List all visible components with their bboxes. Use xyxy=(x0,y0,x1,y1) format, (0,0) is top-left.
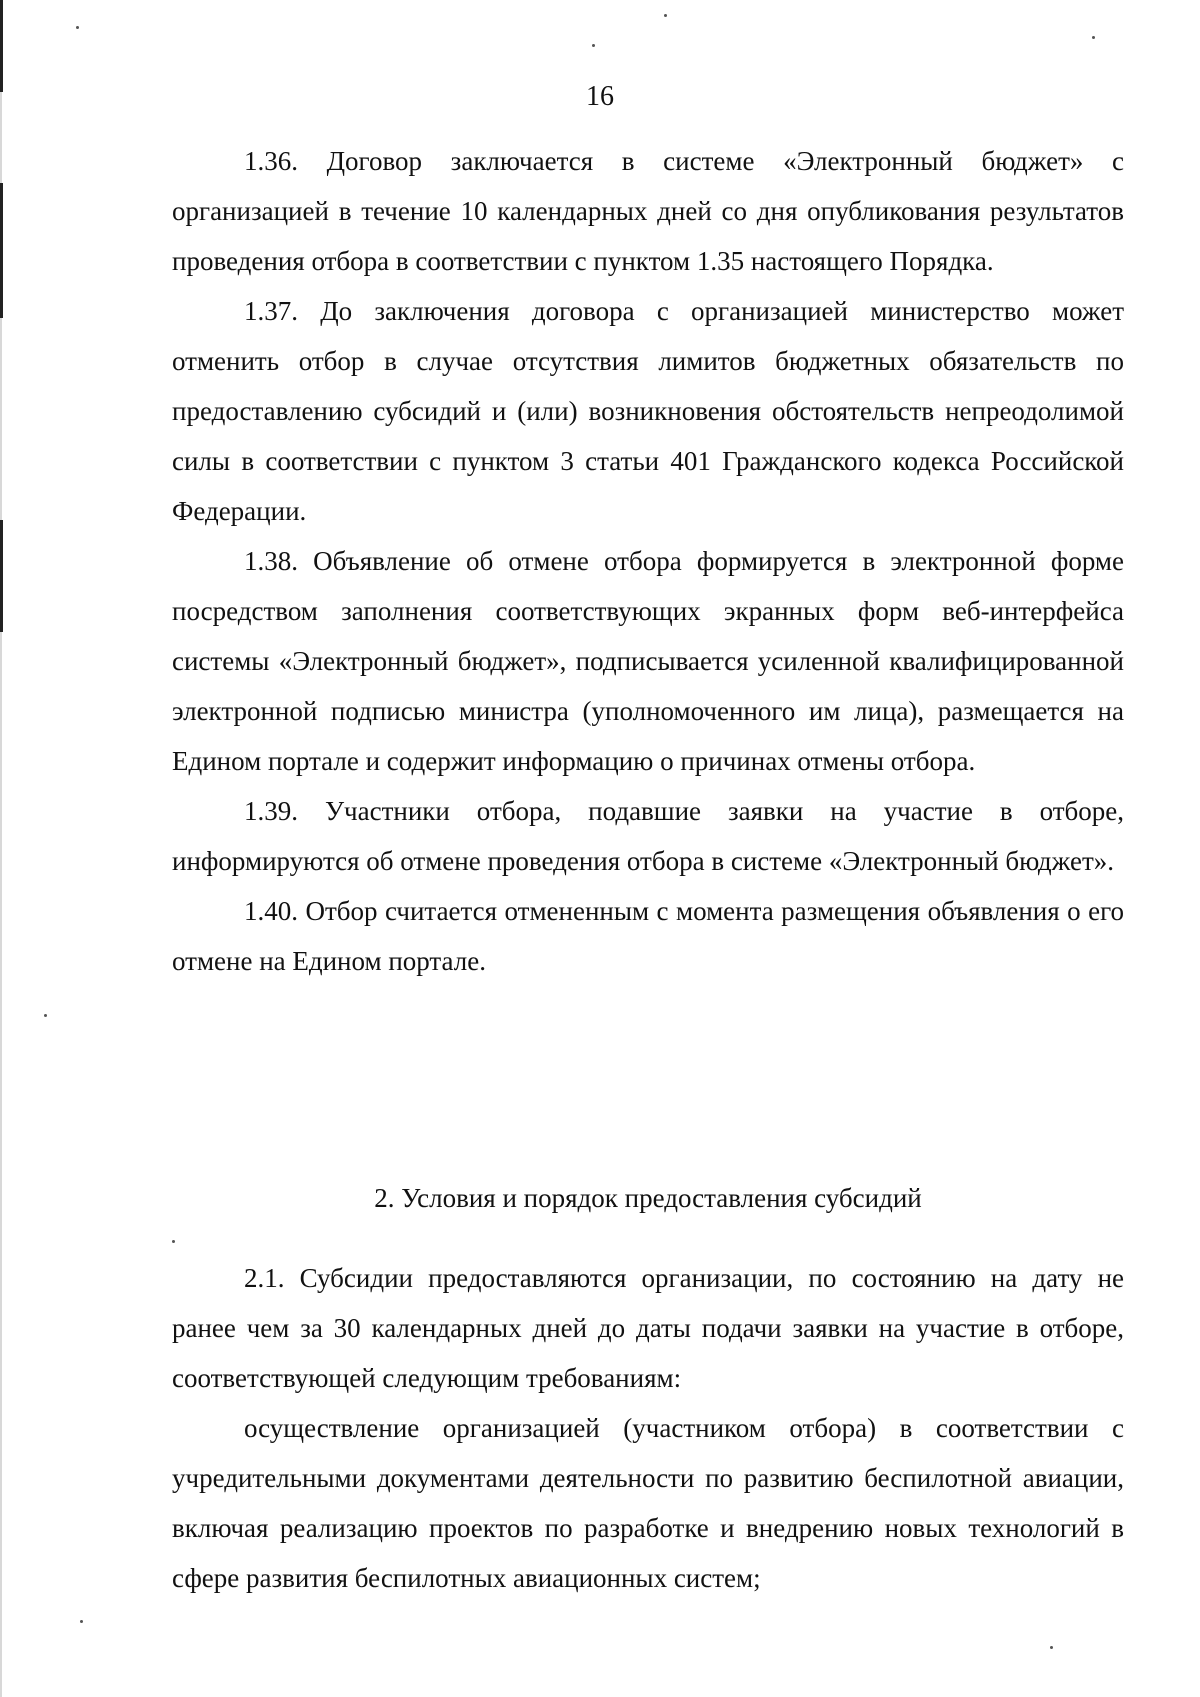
scan-speck xyxy=(44,1014,47,1017)
page-number: 16 xyxy=(586,81,614,112)
scan-speck xyxy=(172,1240,175,1243)
paragraphs-section-2 xyxy=(172,1253,1124,1603)
section-heading: 2. Условия и порядок предоставления субсидий xyxy=(374,1183,922,1213)
scan-margin-mark xyxy=(0,520,3,632)
paragraph-1-38: 1.38. Объявление об отмене отбора формируется в электронной форме посредством заполнения соответствующих экранных форм веб-интерфейса системы «Электронный бюджет», подписывается усиленной квалифицированной электронной подписью министра (уполномоченного им лица), размещается на Едином портале и содержит информацию о причинах отмены отбора. xyxy=(172,546,1124,776)
scan-speck xyxy=(1050,1646,1053,1649)
paragraph-1-37: 1.37. До заключения договора с организацией министерство может отменить отбор в случае отсутствия лимитов бюджетных обязательств по предоставлению субсидий и (или) возникновения обстоятельств непреодолимой силы в соответствии с пунктом 3 статьи 401 Гражданского кодекса Российской Федерации. xyxy=(172,296,1124,526)
scan-speck xyxy=(592,44,595,47)
scan-speck xyxy=(664,14,667,17)
paragraph-1-39: 1.39. Участники отбора, подавшие заявки на участие в отборе, информируются об отмене проведения отбора в системе «Электронный бюджет». xyxy=(172,796,1124,876)
scan-speck xyxy=(80,1620,83,1623)
scan-speck xyxy=(1092,36,1095,39)
paragraph-2-1: 2.1. Субсидии предоставляются организации, по состоянию на дату не ранее чем за 30 календарных дней до даты подачи заявки на участие в отборе, соответствующей следующим требованиям: xyxy=(172,1263,1124,1393)
paragraph-requirement: осуществление организацией (участником отбора) в соответствии с учредительными документами деятельности по развитию беспилотной авиации, включая реализацию проектов по разработке и внедрению новых технологий в сфере развития беспилотных авиационных систем; xyxy=(172,1413,1124,1593)
paragraph-1-40: 1.40. Отбор считается отмененным с момента размещения объявления о его отмене на Едином портале. xyxy=(172,896,1124,976)
scan-margin-mark xyxy=(0,0,3,92)
paragraphs-section-1 xyxy=(172,136,1124,986)
scan-speck xyxy=(76,26,79,29)
paragraph-1-36: 1.36. Договор заключается в системе «Электронный бюджет» с организацией в течение 10 календарных дней со дня опубликования результатов проведения отбора в соответствии с пунктом 1.35 настоящего Порядка. xyxy=(172,146,1124,276)
scan-margin-mark xyxy=(0,183,3,318)
